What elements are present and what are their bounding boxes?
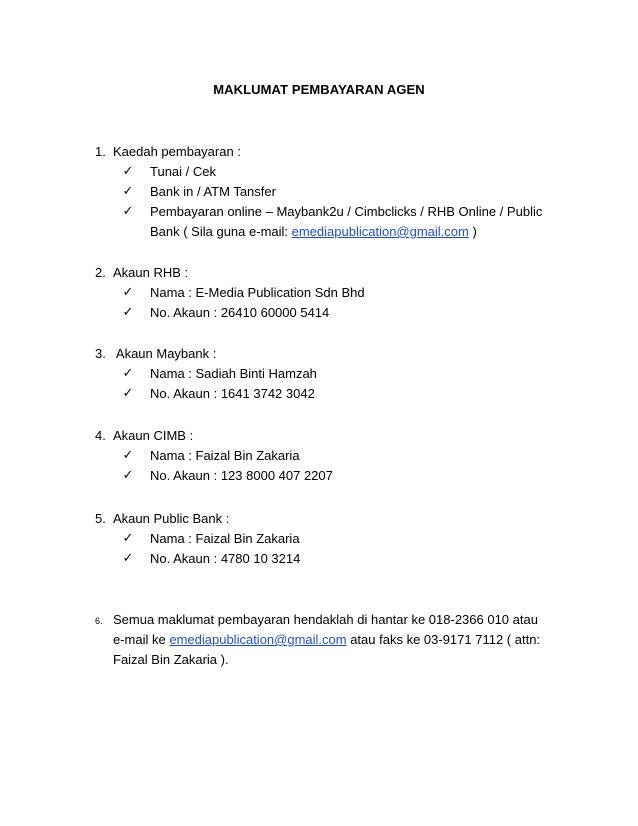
- section-heading: Akaun CIMB :: [113, 428, 194, 443]
- list-item: ✓ No. Akaun : 1641 3742 3042: [95, 384, 615, 404]
- check-icon: ✓: [122, 386, 134, 401]
- check-icon: ✓: [122, 448, 134, 463]
- check-icon: ✓: [122, 366, 134, 381]
- list-item: ✓ Pembayaran online – Maybank2u / Cimbclicks / RHB Online / Public: [95, 202, 615, 222]
- list-item: ✓ No. Akaun : 26410 60000 5414: [95, 303, 615, 323]
- section-number: 6.: [95, 616, 103, 626]
- section-number: 5.: [95, 511, 106, 526]
- check-icon: ✓: [122, 204, 134, 219]
- note-line-1: Semua maklumat pembayaran hendaklah di hantar ke 018-2366 010 atau: [113, 612, 538, 627]
- list-item: ✓ Nama : Sadiah Binti Hamzah: [95, 364, 615, 384]
- check-icon: ✓: [122, 468, 134, 483]
- email-link[interactable]: emediapublication@gmail.com: [291, 224, 469, 239]
- section-akaun-maybank: [95, 344, 615, 404]
- section-number: 3.: [95, 346, 106, 361]
- check-icon: ✓: [122, 305, 134, 320]
- note-line-2: e-mail ke emediapublication@gmail.com atau faks ke 03-9171 7112 ( attn:: [113, 632, 541, 647]
- section-akaun-public-bank: [95, 509, 615, 569]
- section-heading: Kaedah pembayaran :: [113, 144, 241, 159]
- list-item: ✓ Bank in / ATM Tansfer: [95, 182, 615, 202]
- section-number: 4.: [95, 428, 106, 443]
- list-item-continuation: Bank ( Sila guna e-mail: emediapublication@gmail.com ): [150, 224, 477, 239]
- section-number: 2.: [95, 265, 106, 280]
- section-note: [95, 610, 615, 670]
- section-akaun-rhb: [95, 263, 615, 323]
- email-link[interactable]: emediapublication@gmail.com: [169, 632, 347, 647]
- section-akaun-cimb: [95, 426, 615, 486]
- check-icon: ✓: [122, 184, 134, 199]
- section-kaedah-pembayaran: [95, 142, 615, 242]
- list-item: ✓ Nama : E-Media Publication Sdn Bhd: [95, 283, 615, 303]
- list-item: ✓ Nama : Faizal Bin Zakaria: [95, 529, 615, 549]
- list-item: ✓ No. Akaun : 4780 10 3214: [95, 549, 615, 569]
- document-title: MAKLUMAT PEMBAYARAN AGEN: [213, 82, 425, 97]
- check-icon: ✓: [122, 164, 134, 179]
- section-number: 1.: [95, 144, 106, 159]
- check-icon: ✓: [122, 285, 134, 300]
- check-icon: ✓: [122, 551, 134, 566]
- note-line-3: Faizal Bin Zakaria ).: [113, 652, 229, 667]
- list-item: ✓ No. Akaun : 123 8000 407 2207: [95, 466, 615, 486]
- list-item: ✓ Tunai / Cek: [95, 162, 615, 182]
- section-heading: Akaun Public Bank :: [113, 511, 230, 526]
- section-heading: Akaun Maybank :: [113, 346, 217, 361]
- check-icon: ✓: [122, 531, 134, 546]
- section-heading: Akaun RHB :: [113, 265, 189, 280]
- list-item: ✓ Nama : Faizal Bin Zakaria: [95, 446, 615, 466]
